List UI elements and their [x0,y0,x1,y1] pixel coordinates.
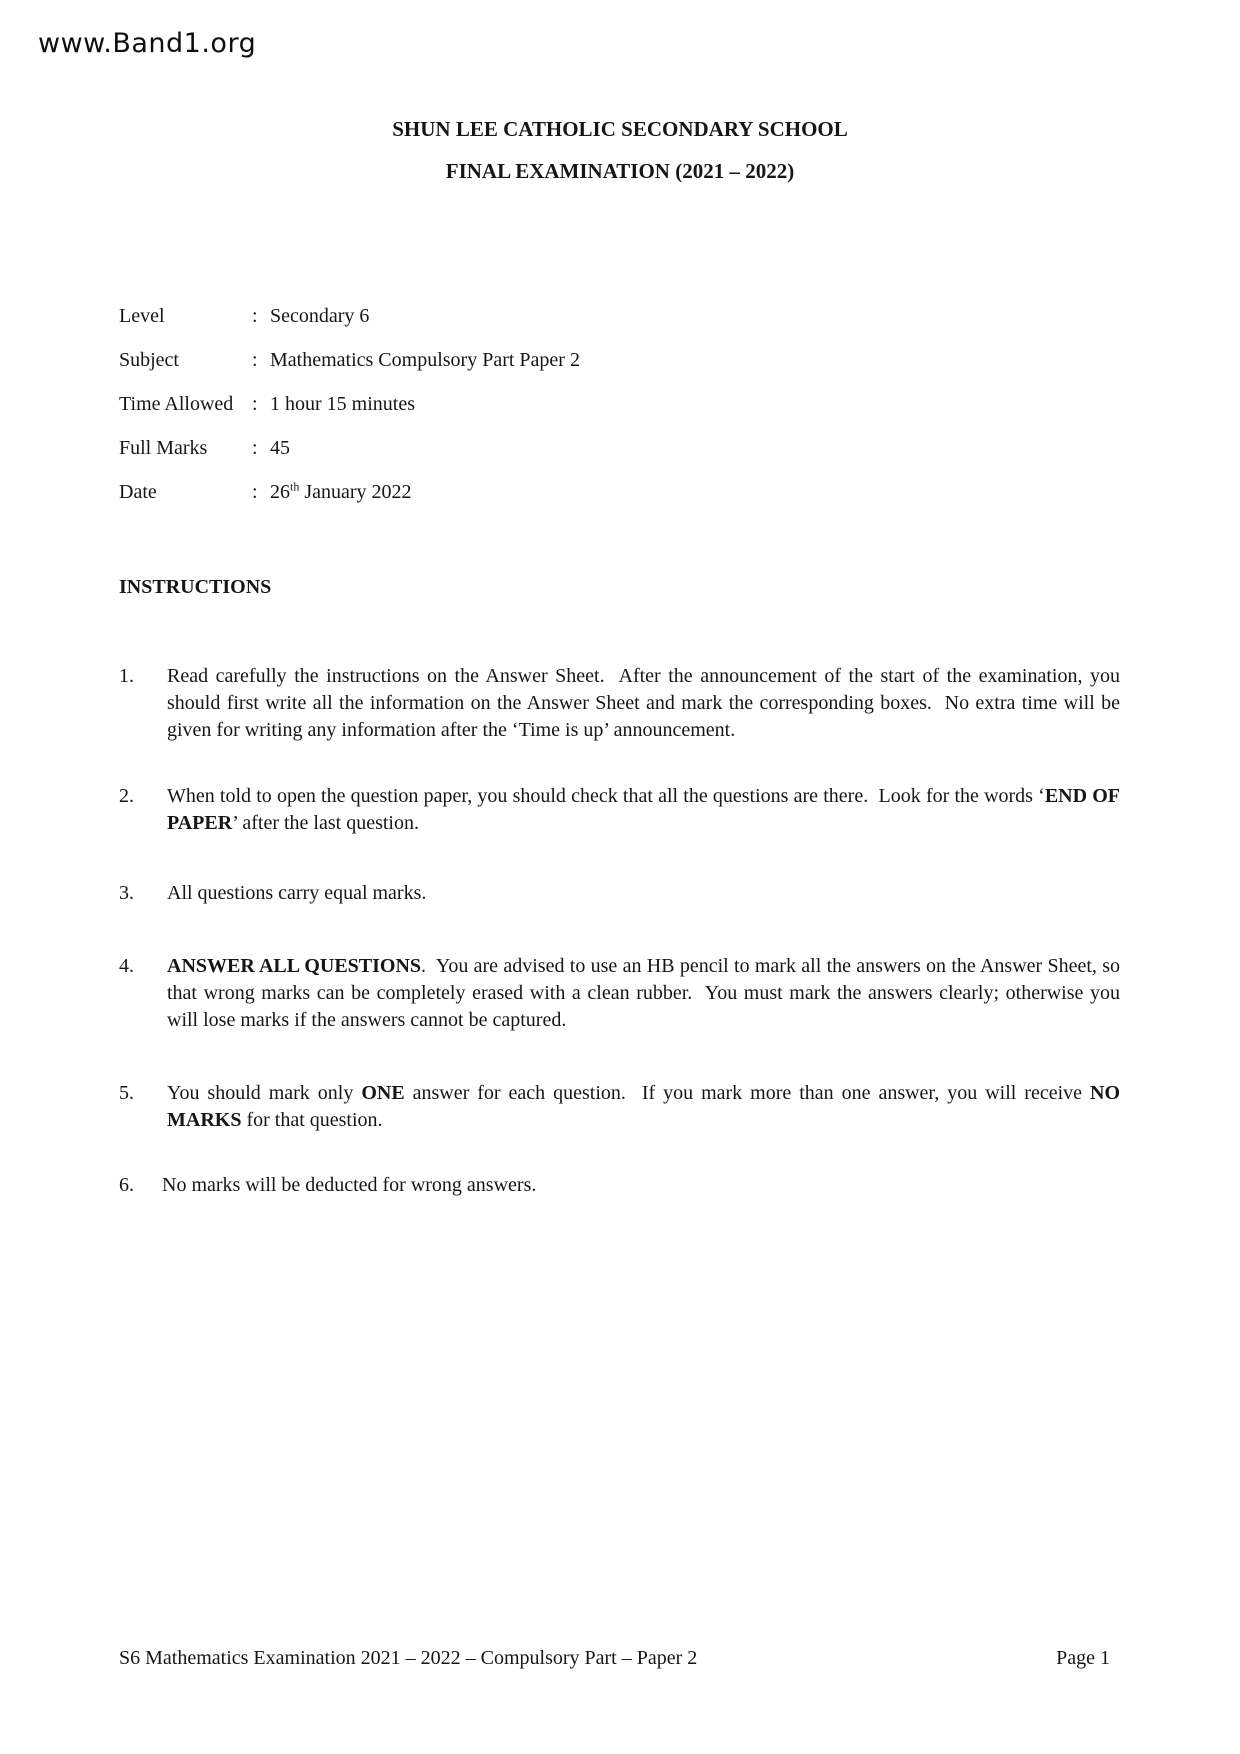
item-text-segment: All questions carry equal marks. [167,882,427,904]
info-label: Full Marks [119,437,208,459]
instructions-heading: INSTRUCTIONS [119,576,272,598]
info-row-date [119,481,580,525]
item-text-bold-segment: ANSWER ALL QUESTIONS [167,955,422,977]
item-text-segment: ’ after the last question. [232,812,419,834]
info-label: Level [119,305,165,327]
info-label: Date [119,481,157,503]
item-text [167,1080,1120,1134]
watermark-url: www.Band1.org [38,28,257,59]
item-text [167,953,1120,1034]
footer-page-number: Page 1 [1056,1647,1110,1669]
instruction-item-6 [119,1172,1120,1199]
instruction-item-1 [119,663,1120,744]
info-value: 1 hour 15 minutes [270,393,415,415]
footer-exam-title: S6 Mathematics Examination 2021 – 2022 – Compulsory Part – Paper 2 [119,1647,698,1669]
info-colon: : [252,349,258,371]
item-text-segment: for that question. [241,1109,383,1131]
item-text [162,1172,1120,1199]
item-text [167,880,1120,907]
info-colon: : [252,481,258,503]
instruction-item-2 [119,783,1120,837]
exam-info-table [119,305,580,525]
date-month-year: January 2022 [299,481,412,503]
instruction-item-4 [119,953,1120,1034]
item-number: 2. [119,785,134,807]
item-number: 4. [119,955,134,977]
item-text-bold-segment: NO MARKS [167,1082,1120,1131]
info-value: Mathematics Compulsory Part Paper 2 [270,349,580,371]
info-row-time-allowed [119,393,580,437]
item-number: 3. [119,882,134,904]
info-value: 45 [270,437,290,459]
info-row-level [119,305,580,349]
date-day: 26 [270,481,290,503]
item-text-segment: When told to open the question paper, you should check that all the questions are there. Look for the words ‘ [167,785,1045,807]
item-text-segment: You should mark only [167,1082,362,1104]
info-colon: : [252,305,258,327]
info-row-full-marks [119,437,580,481]
info-value [270,481,412,504]
school-name-title: SHUN LEE CATHOLIC SECONDARY SCHOOL [392,117,848,141]
item-text-bold-segment: END OF PAPER [167,785,1121,834]
item-number: 5. [119,1082,134,1104]
date-ordinal-suffix: th [290,479,300,494]
item-number: 6. [119,1174,134,1196]
item-text-segment: No marks will be deducted for wrong answers. [162,1174,537,1196]
info-label: Subject [119,349,179,371]
instruction-item-5 [119,1080,1120,1134]
info-row-subject [119,349,580,393]
info-colon: : [252,393,258,415]
item-text-segment: . You are advised to use an HB pencil to mark all the answers on the Answer Sheet, so that wrong marks can be completely erased with a clean rubber. You must mark the answers clearly; otherwise you will lose marks if the answers cannot be captured. [167,955,1121,1031]
item-text-segment: answer for each question. If you mark more than one answer, you will receive [404,1082,1090,1104]
info-value: Secondary 6 [270,305,370,327]
item-text-segment: Read carefully the instructions on the Answer Sheet. After the announcement of the start of the examination, you should first write all the information on the Answer Sheet and mark the corresponding boxes. No extra time will be given for writing any information after the ‘Time is up’ announcement. [167,665,1120,741]
item-text [167,783,1120,837]
exam-name-title: FINAL EXAMINATION (2021 – 2022) [445,159,795,183]
item-text [167,663,1120,744]
info-label: Time Allowed [119,393,234,415]
info-colon: : [252,437,258,459]
item-number: 1. [119,665,134,687]
instruction-item-3 [119,880,1120,907]
page-footer [119,1647,1110,1670]
item-text-bold-segment: ONE [361,1082,405,1104]
